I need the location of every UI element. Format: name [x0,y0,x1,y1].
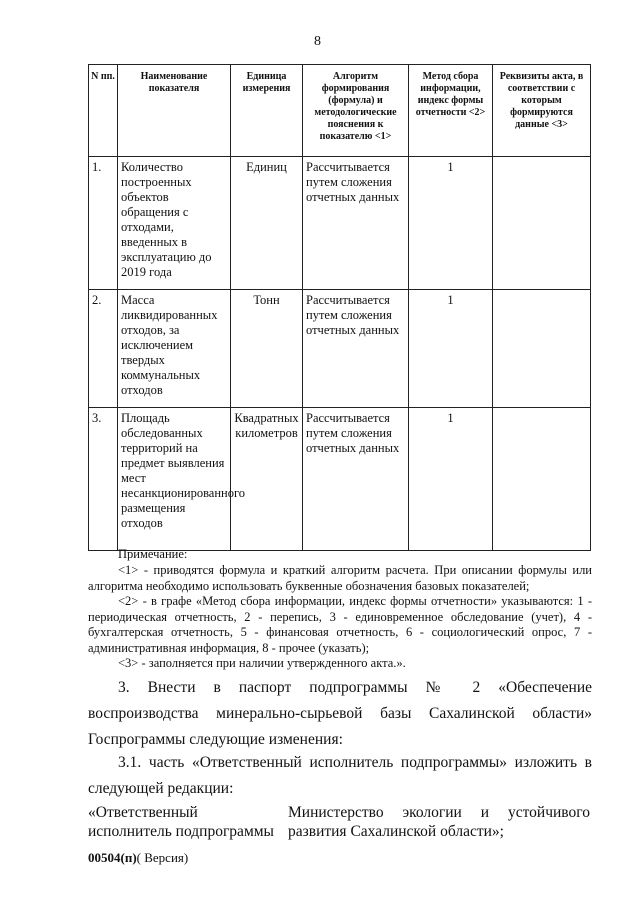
table-row [89,157,591,290]
indicators-table [88,64,591,551]
row-number: 1. [89,157,118,290]
header-indicator-name: Наименование показателя [118,65,231,157]
row-algorithm: Рассчитывается путем сложения отчетных данных [303,157,409,290]
table-row [89,408,591,551]
document-code [88,850,188,866]
row-algorithm: Рассчитывается путем сложения отчетных данных [303,408,409,551]
page-number: 8 [314,34,321,49]
row-method: 1 [409,157,493,290]
responsible-executor-value: Министерство экологии и устойчивого развития Сахалинской области»; [288,804,590,840]
row-act-details [493,408,591,551]
row-indicator-name: Площадь обследованных территорий на предмет выявления мест несанкционированного размещения отходов [118,408,231,551]
header-algorithm: Алгоритм формирования (формула) и методологические пояснения к показателю <1> [303,65,409,157]
row-unit: Единиц [231,157,303,290]
row-indicator-name: Количество построенных объектов обращения с отходами, введенных в эксплуатацию до 2019 года [118,157,231,290]
row-act-details [493,157,591,290]
table-header-row [89,65,591,157]
header-unit: Единица измерения [231,65,303,157]
responsible-executor-label: «Ответственный исполнитель подпрограммы [88,804,274,840]
note-3: <3> - заполняется при наличии утвержденного акта.». [118,656,406,670]
header-collection-method: Метод сбора информации, индекс формы отчетности <2> [409,65,493,157]
row-unit: Квадратных километров [231,408,303,551]
paragraph-3-1: 3.1. часть «Ответственный исполнитель подпрограммы» изложить в следующей редакции: [88,754,592,797]
row-algorithm: Рассчитывается путем сложения отчетных данных [303,290,409,408]
row-number: 2. [89,290,118,408]
row-indicator-name: Масса ликвидированных отходов, за исключением твердых коммунальных отходов [118,290,231,408]
row-act-details [493,290,591,408]
header-number: N пп. [89,65,118,157]
row-method: 1 [409,408,493,551]
note-2: <2> - в графе «Метод сбора информации, индекс формы отчетности» указываются: 1 - периодическая отчетность, 2 - перепись, 3 - единовременное обследование (учет), 4 - бухгалтерская отчетность, 5 - финансовая отчетность, 6 - социологический опрос, 7 - административная информация, 8 - прочее (указать); [88,594,592,655]
row-method: 1 [409,290,493,408]
note-1: <1> - приводятся формула и краткий алгоритм расчета. При описании формулы или алгоритма необходимо использовать буквенные обозначения базовых показателей; [88,563,592,593]
row-unit: Тонн [231,290,303,408]
header-act-details: Реквизиты акта, в соответствии с которым формируются данные <3> [493,65,591,157]
document-code-number: 00504(п) [88,850,137,865]
table-row [89,290,591,408]
notes-title: Примечание: [118,547,188,561]
paragraph-3: 3. Внести в паспорт подпрограммы № 2 «Обеспечение воспроизводства минерально-сырьевой базы Сахалинской области» Госпрограммы следующие изменения: [88,679,592,748]
document-version: ( Версия) [136,850,189,865]
row-number: 3. [89,408,118,551]
